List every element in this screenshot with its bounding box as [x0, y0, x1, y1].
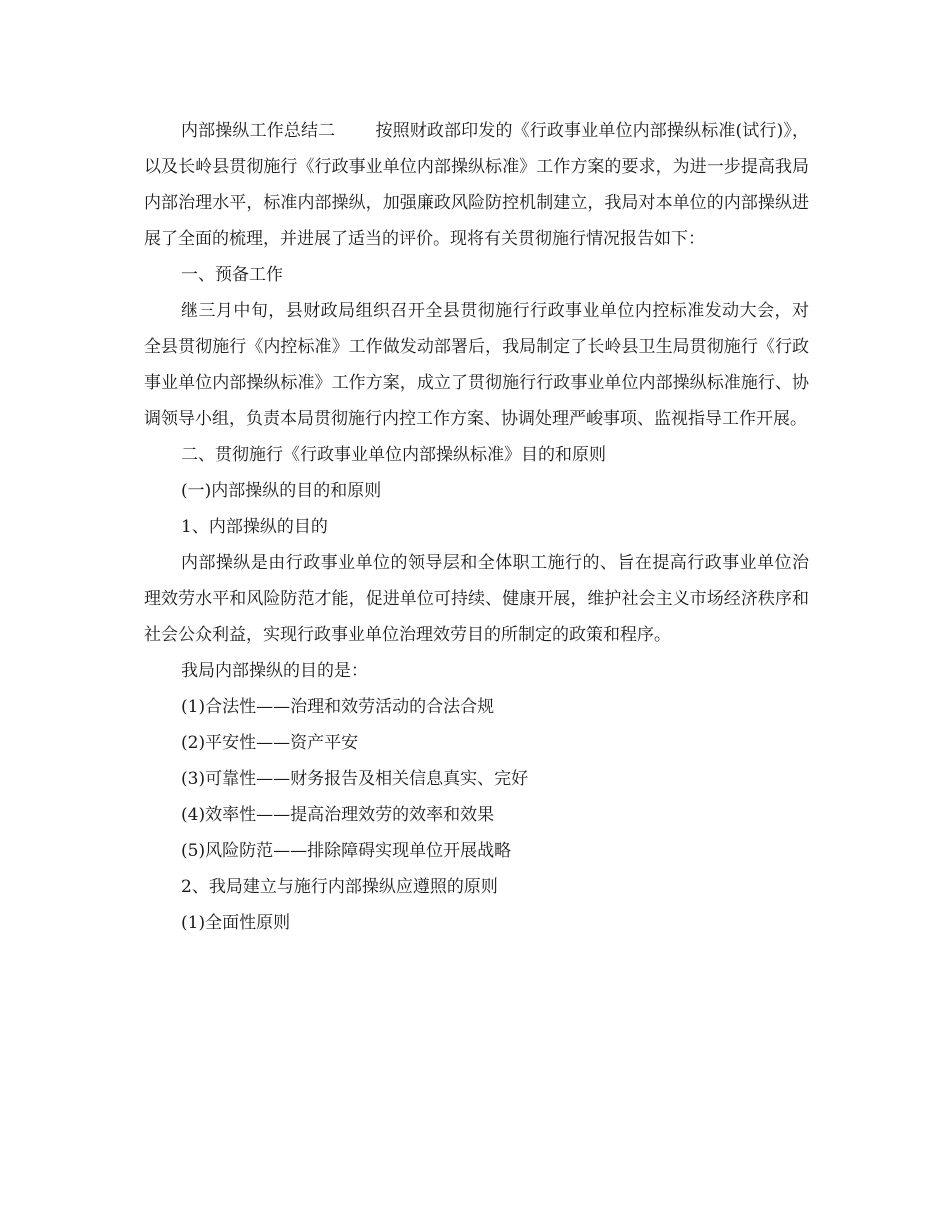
list-item: (5)风险防范——排除障碍实现单位开展战略: [181, 841, 512, 861]
section-heading-1: 一、预备工作: [181, 265, 283, 285]
paragraph-preparation: 继三月中旬，县财政局组织召开全县贯彻施行行政事业单位内控标准发动大会，对全县贯彻施行《内控标准》工作做发动部署后，我局制定了长岭县卫生局贯彻施行《行政事业单位内部操纵标准》工作方案，成立了贯彻施行行政事业单位内部操纵标准施行、协调领导小组，负责本局贯彻施行内控工作方案、协调处理严峻事项、监视指导工作开展。: [144, 301, 809, 429]
item-heading-1: 1、内部操纵的目的: [181, 517, 328, 537]
section-heading-2: 二、贯彻施行《行政事业单位内部操纵标准》目的和原则: [181, 445, 606, 465]
subsection-heading-1: (一)内部操纵的目的和原则: [181, 481, 382, 501]
list-item: (2)平安性——资产平安: [181, 733, 359, 753]
document-page: [144, 113, 809, 941]
item-heading-2: 2、我局建立与施行内部操纵应遵照的原则: [181, 877, 498, 897]
intro-paragraph: [144, 113, 809, 257]
list-item: (1)全面性原则: [181, 913, 291, 933]
intro-text: 按照财政部印发的《行政事业单位内部操纵标准(试行)》，以及长岭县贯彻施行《行政事业单位内部操纵标准》工作方案的要求，为进一步提高我局内部治理水平，标准内部操纵，加强廉政风险防控机制建立，我局对本单位的内部操纵进展了全面的梳理，并进展了适当的评价。现将有关贯彻施行情况报告如下：: [144, 121, 810, 249]
document-title: 内部操纵工作总结二: [181, 121, 336, 141]
list-item: (1)合法性——治理和效劳活动的合法合规: [181, 697, 495, 717]
list-item: (3)可靠性——财务报告及相关信息真实、完好: [181, 769, 529, 789]
paragraph-objectives-intro: 我局内部操纵的目的是：: [181, 661, 368, 681]
paragraph-definition: 内部操纵是由行政事业单位的领导层和全体职工施行的、旨在提高行政事业单位治理效劳水平和风险防范才能，促进单位可持续、健康开展，维护社会主义市场经济秩序和社会公众利益，实现行政事业单位治理效劳目的所制定的政策和程序。: [144, 553, 809, 645]
list-item: (4)效率性——提高治理效劳的效率和效果: [181, 805, 495, 825]
